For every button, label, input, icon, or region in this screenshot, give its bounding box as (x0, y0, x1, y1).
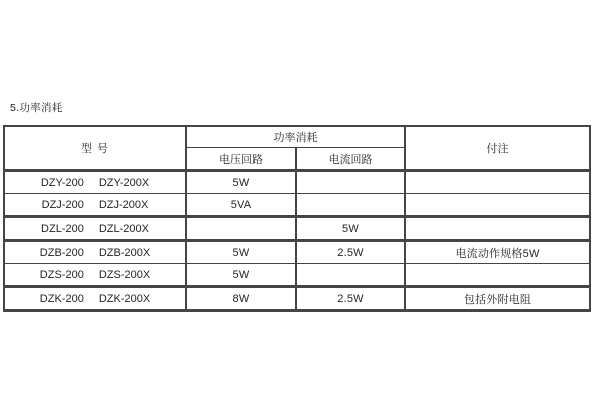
model-name-x: DZY-200X (98, 176, 150, 189)
table-row (4, 241, 590, 264)
current-circuit-cell: 5W (296, 217, 405, 241)
current-circuit-cell (296, 171, 405, 194)
column-header-current-circuit: 电流回路 (296, 148, 405, 171)
model-name-x: DZB-200X (98, 246, 151, 259)
column-header-power-consumption: 功率消耗 (186, 126, 405, 148)
model-pair (5, 223, 185, 235)
model-pair (5, 247, 185, 259)
model-name-x: DZS-200X (98, 268, 151, 281)
model-name: DZJ-200 (41, 198, 84, 211)
model-cell (4, 241, 186, 264)
section-title: 5.功率消耗 (10, 102, 63, 114)
table-row (4, 217, 590, 241)
model-pair (5, 177, 185, 189)
notes-cell (405, 264, 590, 287)
model-name: DZL-200 (41, 222, 84, 235)
model-cell (4, 264, 186, 287)
model-cell (4, 171, 186, 194)
voltage-circuit-cell: 5W (186, 171, 296, 194)
notes-cell (405, 194, 590, 217)
column-header-voltage-circuit: 电压回路 (186, 148, 296, 171)
voltage-circuit-cell: 8W (186, 287, 296, 311)
notes-cell (405, 171, 590, 194)
voltage-circuit-cell: 5VA (186, 194, 296, 217)
notes-cell: 包括外附电阻 (405, 287, 590, 311)
model-name: DZK-200 (39, 292, 84, 305)
model-pair (5, 293, 185, 305)
notes-cell: 电流动作规格5W (405, 241, 590, 264)
model-name-x: DZK-200X (98, 292, 151, 305)
table-body (4, 171, 590, 311)
current-circuit-cell: 2.5W (296, 287, 405, 311)
voltage-circuit-cell: 5W (186, 264, 296, 287)
current-circuit-cell (296, 264, 405, 287)
model-pair (5, 269, 185, 281)
model-name-x: DZJ-200X (98, 198, 149, 211)
model-cell (4, 194, 186, 217)
column-header-notes: 付注 (405, 126, 590, 171)
model-pair (5, 199, 185, 211)
voltage-circuit-cell: 5W (186, 241, 296, 264)
model-name: DZB-200 (39, 246, 84, 259)
power-consumption-table (3, 125, 591, 312)
model-cell (4, 217, 186, 241)
model-name: DZY-200 (40, 176, 84, 189)
table-header (4, 126, 590, 171)
column-header-model: 型 号 (4, 126, 186, 171)
table-row (4, 287, 590, 311)
model-cell (4, 287, 186, 311)
table-row (4, 171, 590, 194)
table-row (4, 264, 590, 287)
table-row (4, 194, 590, 217)
model-name: DZS-200 (39, 268, 84, 281)
current-circuit-cell (296, 194, 405, 217)
notes-cell (405, 217, 590, 241)
current-circuit-cell: 2.5W (296, 241, 405, 264)
model-name-x: DZL-200X (98, 222, 149, 235)
voltage-circuit-cell (186, 217, 296, 241)
